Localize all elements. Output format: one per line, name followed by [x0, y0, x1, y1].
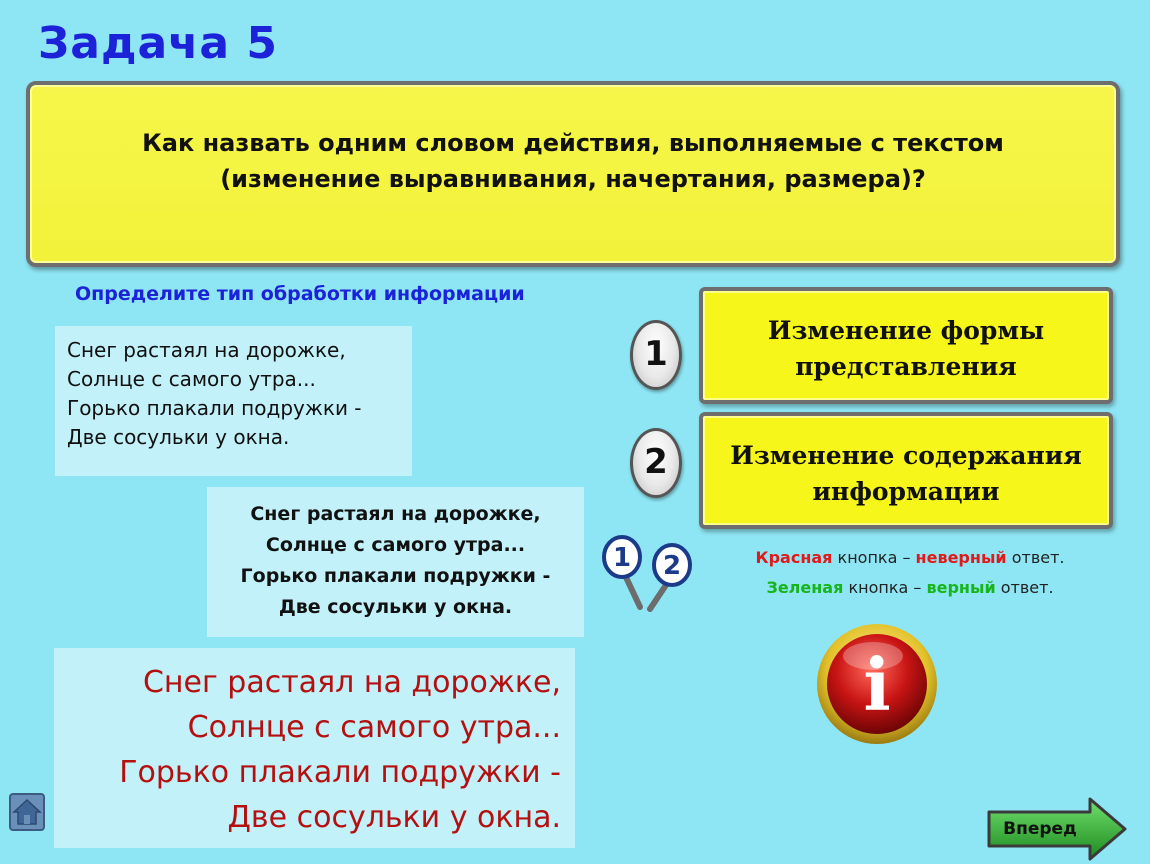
answer-option-label: Изменение содержания информации — [730, 441, 1082, 506]
number-paddles-icon — [600, 535, 696, 613]
legend-wrong-word: неверный — [915, 548, 1007, 567]
next-button[interactable] — [986, 797, 1128, 861]
legend-text: ответ. — [1006, 548, 1065, 567]
legend-text: кнопка – — [843, 578, 927, 597]
poem-line: Горько плакали подружки - — [119, 755, 561, 790]
poem-line: Горько плакали подружки - — [240, 565, 551, 587]
legend-line-right — [710, 573, 1110, 603]
poem-plain — [55, 326, 412, 476]
paddle-number-2: 2 — [662, 551, 682, 581]
answer-option-label: Изменение формы представления — [767, 316, 1045, 381]
legend-right-word: верный — [926, 578, 996, 597]
legend-text: ответ. — [995, 578, 1054, 597]
poem-line: Снег растаял на дорожке, — [250, 503, 541, 525]
answer-legend — [710, 543, 1110, 603]
poem-line: Две сосульки у окна. — [67, 425, 290, 449]
page-title: Задача 5 — [38, 18, 279, 69]
poem-line: Две сосульки у окна. — [278, 596, 513, 618]
next-button-label: Вперед — [1003, 819, 1077, 839]
poem-line: Горько плакали подружки - — [67, 396, 362, 420]
paddle-number-1: 1 — [612, 543, 632, 573]
poem-bold-centered — [207, 487, 584, 637]
poem-line: Две сосульки у окна. — [227, 800, 561, 835]
legend-text: кнопка – — [832, 548, 916, 567]
answer-option-1-button[interactable] — [699, 287, 1113, 404]
option-number-2: 2 — [630, 428, 682, 498]
poem-line: Снег растаял на дорожке, — [67, 338, 346, 362]
poem-line: Солнце с самого утра... — [187, 710, 561, 745]
poem-large-red — [54, 648, 575, 848]
task-subtitle: Определите тип обработки информации — [75, 283, 525, 305]
poem-line: Солнце с самого утра... — [265, 534, 526, 556]
legend-red-word: Красная — [755, 548, 833, 567]
info-button[interactable] — [815, 622, 939, 746]
legend-line-wrong — [710, 543, 1110, 573]
option-number-1: 1 — [630, 320, 682, 390]
poem-line: Солнце с самого утра... — [67, 367, 316, 391]
info-icon: i — [863, 642, 891, 727]
home-button[interactable] — [9, 793, 45, 831]
poem-line: Снег растаял на дорожке, — [142, 665, 561, 700]
question-box — [26, 81, 1120, 267]
answer-option-2-button[interactable] — [699, 412, 1113, 529]
question-text: Как назвать одним словом действия, выполняемые с текстом (изменение выравнивания, начертания, размера)? — [142, 129, 1004, 193]
legend-green-word: Зеленая — [766, 578, 844, 597]
